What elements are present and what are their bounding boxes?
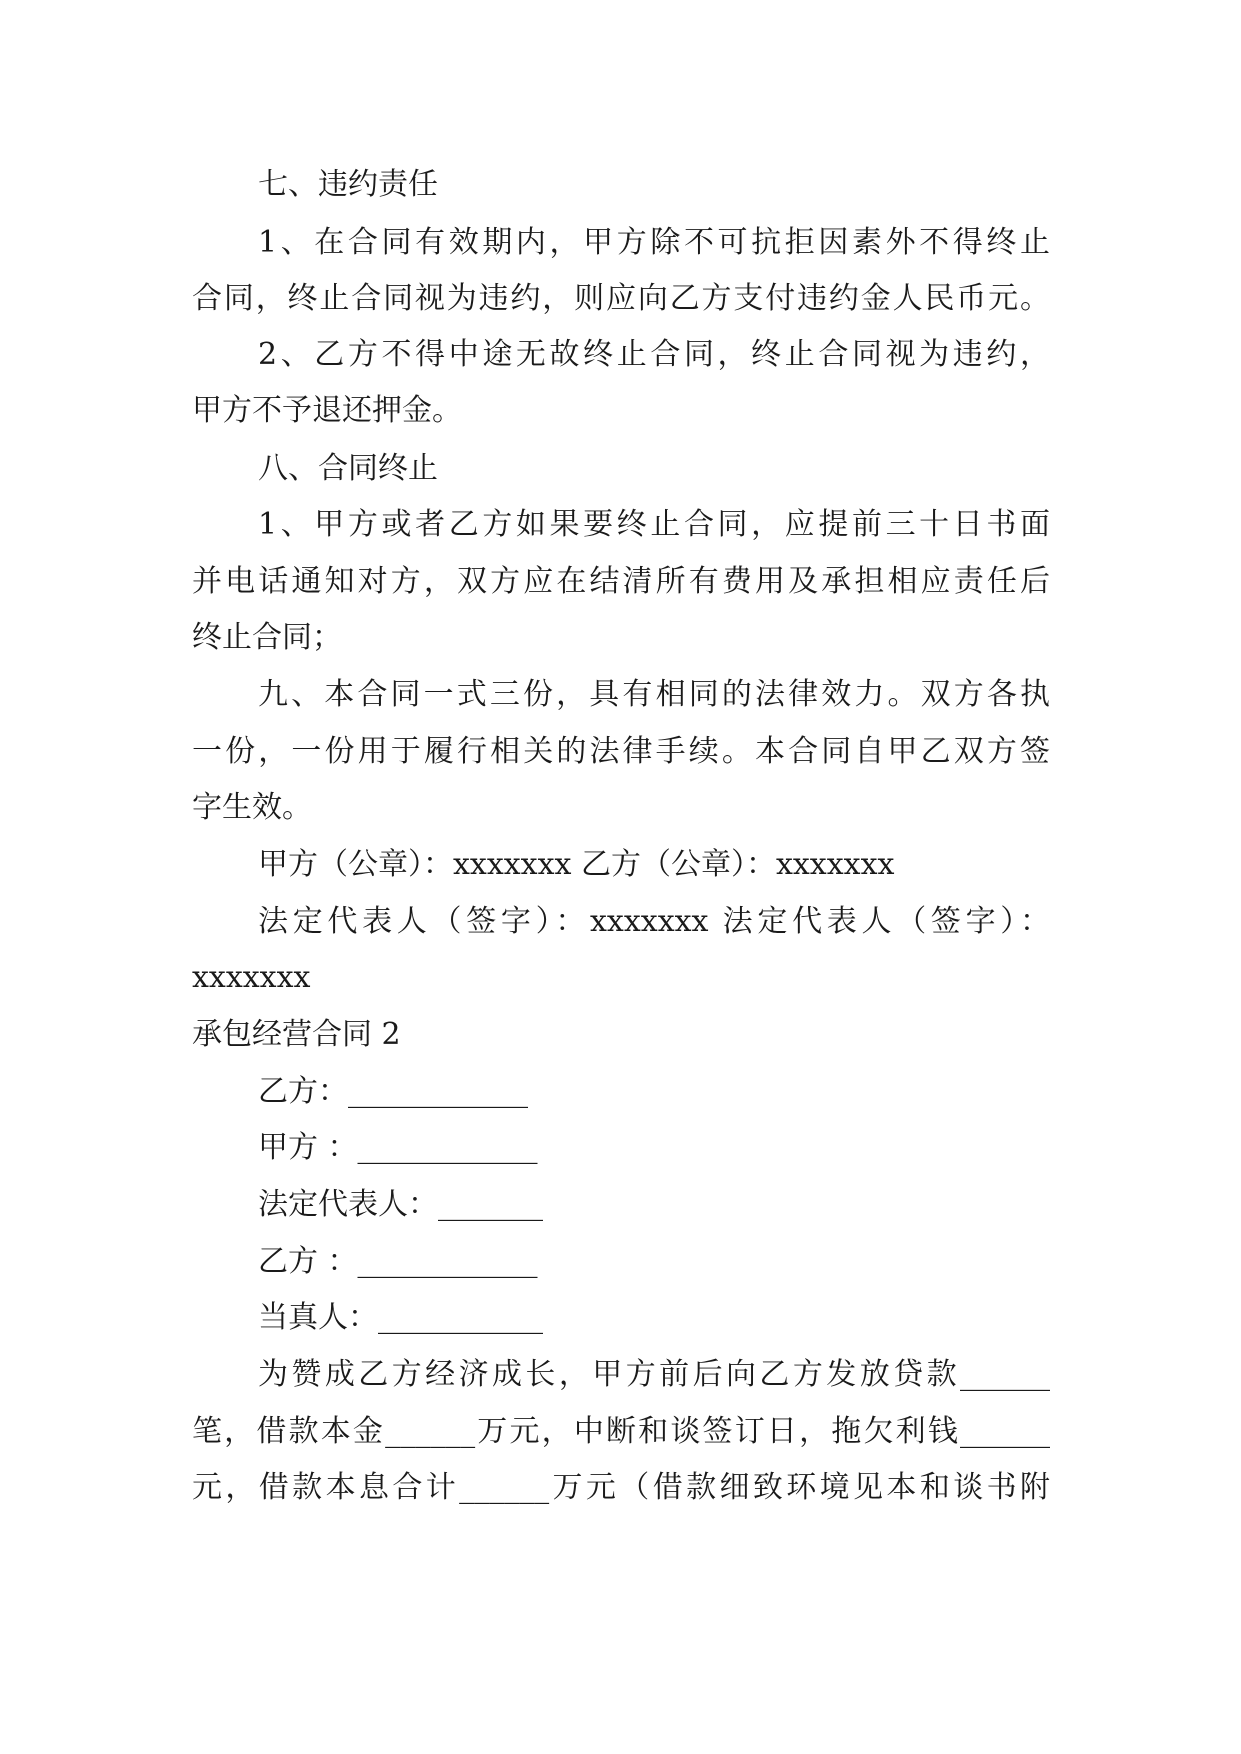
paragraph-line: 为赞成乙方经济成长，甲方前后向乙方发放贷款______ [258, 1357, 1050, 1392]
paragraph-line: 九、本合同一式三份，具有相同的法律效力。双方各执 [258, 677, 1050, 712]
party-field-line: 甲方 ：____________ [258, 1130, 538, 1165]
paragraph-line: 字生效。 [192, 790, 312, 825]
paragraph-line: 元，借款本息合计______万元（借款细致环境见本和谈书附 [192, 1470, 1050, 1505]
paragraph-line: 1、甲方或者乙方如果要终止合同，应提前三十日书面 [258, 507, 1050, 542]
signature-line-representative: 法定代表人（签字）：xxxxxxx 法定代表人（签字）： [258, 904, 1050, 939]
paragraph-line: 合同，终止合同视为违约，则应向乙方支付违约金人民币元。 [192, 281, 1050, 316]
party-field-line: 乙方 ：____________ [258, 1244, 538, 1279]
paragraph-line: 2、乙方不得中途无故终止合同，终止合同视为违约， [258, 337, 1050, 372]
paragraph-line: 并电话通知对方，双方应在结清所有费用及承担相应责任后 [192, 564, 1050, 599]
signature-line-value: xxxxxxx [192, 960, 311, 995]
section-heading-termination: 八、合同终止 [258, 451, 438, 486]
contract-title: 承包经营合同 2 [192, 1017, 401, 1052]
party-field-line: 法定代表人：_______ [258, 1187, 543, 1222]
paragraph-line: 1、在合同有效期内，甲方除不可抗拒因素外不得终止 [258, 225, 1050, 260]
party-field-line: 乙方：____________ [258, 1074, 528, 1109]
signature-line-seal: 甲方（公章）：xxxxxxx 乙方（公章）：xxxxxxx [258, 847, 895, 882]
section-heading-breach: 七、违约责任 [258, 167, 438, 202]
party-field-line: 当真人：___________ [258, 1300, 543, 1335]
paragraph-line: 一份，一份用于履行相关的法律手续。本合同自甲乙双方签 [192, 734, 1050, 769]
paragraph-line: 甲方不予退还押金。 [192, 393, 462, 428]
paragraph-line: 笔，借款本金______万元，中断和谈签订日，拖欠利钱______ [192, 1414, 1050, 1449]
paragraph-line: 终止合同； [192, 620, 342, 655]
